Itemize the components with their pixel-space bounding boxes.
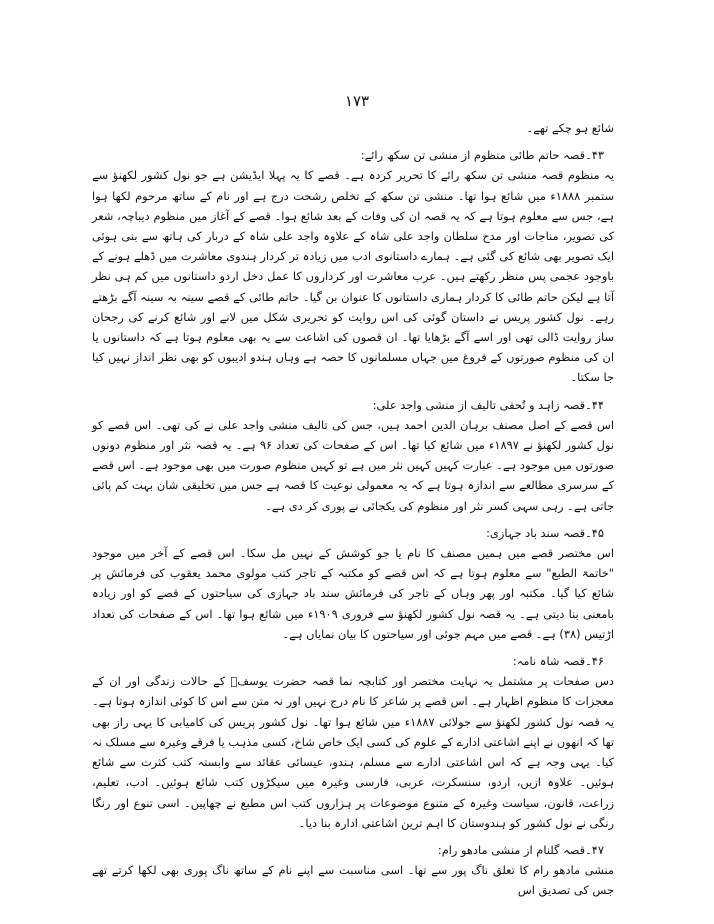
- section-body: دس صفحات پر مشتمل یہ نہایت مختصر اور کتابچہ نما قصہ حضرت یوسفؑ کے حالات زندگی اور ان کے معجزات کا منظوم اظہار ہے۔ اس قصے پر شاعر کا نام درج نہیں اور نہ متن سے اس کا کوئی اندازہ ہوتا ہے۔ یہ قصہ نول کشور لکھنؤ سے جولائی ۱۸۸۷ء میں شائع ہوا تھا۔ نول کشور پریس کی کامیابی کا یہی راز بھی تھا کہ انھوں نے اپنے اشاعتی ادارے کے علوم کی کسی ایک خاص شاخ، کسی مذہب یا فرقے وغیرہ سے مسلک نہ کیا۔ یہی وجہ ہے کہ اس اشاعتی ادارے سے مسلم، ہندو، عیسائی عقائد سے وابستہ کتب کثرت سے شائع ہوئیں۔ علاوہ ازیں، اردو، سنسکرت، عربی، فارسی وغیرہ میں سیکڑوں کتب شائع ہوئیں۔ ادب، تعلیم، زراعت، قانون، سیاست وغیرہ کے متنوع موضوعات پر ہزاروں کتب اس مطبع نے چھاپیں۔ اسی تنوع اور رنگا رنگی نے نول کشور کو ہندوستان کا اہم ترین اشاعتی ادارہ بنا دیا۔: [92, 674, 615, 830]
- spacer: [92, 833, 614, 840]
- section-heading: ۴۳۔قصہ حاتم طائی منظوم از منشی تن سکھ رائے:: [360, 148, 604, 163]
- continuation-text: شائع ہو چکے تھے۔: [526, 121, 614, 135]
- section-heading: ۴۴۔قصہ زاہد و تُحفی تالیف از منشی واجد علی:: [372, 397, 604, 412]
- spacer: [92, 138, 614, 145]
- section-heading: ۴۶۔قصہ شاہ نامہ:: [512, 654, 604, 669]
- spacer: [92, 388, 614, 395]
- section-body: منشی مادھو رام کا تعلق ناگ پور سے تھا۔ اسی مناسبت سے اپنے نام کے ساتھ ناگ پوری بھی لکھا کرتے تھے جس کی تصدیق اس: [92, 863, 614, 898]
- section-body: اس مختصر قصے میں ہمیں مصنف کا نام یا جو کوشش کے نہیں مل سکا۔ اس قصے کے آخر میں موجود "خاتمۃ الطبع" سے معلوم ہوتا ہے کہ اس قصے کو مکتبہ کے تاجر کتب مولوی محمد یعقوب کی فرمائش پر شائع کیا گیا۔ مکتبہ اور پھر وہاں کے تاجر کی فرمائش سند باد جہازی کی سیاحتوں کے قصے کو اور زیادہ بامعنی بنا دیتی ہے۔ یہ قصہ نول کشور لکھنؤ سے فروری ۱۹۰۹ء میں شائع ہوا تھا۔ اس کے صفحات کی تعداد اڑتیس (۳۸) ہے۔ قصے میں مہم جوئی اور سیاحتوں کا بیان نمایاں ہے۔: [92, 546, 614, 641]
- section-body: یہ منظوم قصہ منشی تن سکھ رائے کا تحریر کردہ ہے۔ قصے کا یہ پہلا ایڈیشن ہے جو نول کشور لکھنؤ سے ستمبر ۱۸۸۸ء میں شائع ہوا تھا۔ منشی تن سکھ کے تخلص رشحت درج ہے اور نام کے ساتھ مرحوم لکھا ہوا ہے، جس سے معلوم ہوتا ہے کہ یہ قصہ ان کی وفات کے بعد شائع ہوا۔ قصے کے آغاز میں منظوم دیباچہ، شعر کی تصویر، مناجات اور مدح سلطان واجد علی شاہ کے علاوہ واجد علی شاہ کے دربار کی ہاتھ سے بنی ہوئی ایک تصویر بھی شائع کی گئی ہے۔ ہمارے داستانوی ادب میں زیادہ تر کردار ہندوی معاشرت میں ڈھلے ہونے کے باوجود عجمی پس منظر رکھتے ہیں۔ عرب معاشرت اور کرداروں کا عمل دخل اردو داستانوں میں کم ہی نظر آتا ہے لیکن حاتم طائی کا کردار ہماری داستانوں کا عنوان بن گیا۔ حاتم طائی کے قصے سینہ بہ سینہ آگے بڑھتے رہے۔ نول کشور پریس نے داستان گوئی کی اس روایت کو تحریری شکل میں لانے اور شائع کرنے کی رجحان ساز روایت ڈالی تھی اور اسے آگے بڑھایا تھا۔ ان قصوں کی اشاعت سے یہ بھی معلوم ہوتا ہے کہ داستانوں یا ان کی منظوم صورتوں کے فروغ میں جہاں مسلمانوں کا حصہ ہے وہاں ہندو ادیبوں کو بھی نظر انداز نہیں کیا جا سکتا۔: [92, 168, 614, 385]
- spacer: [92, 516, 614, 523]
- page-number: ۱۷۳: [344, 92, 370, 110]
- section-heading: ۴۵۔قصہ سند باد جہازی:: [486, 525, 604, 540]
- page-text: [92, 118, 614, 901]
- spacer: [92, 644, 614, 651]
- section-heading: ۴۷۔قصہ گلنام از منشی مادھو رام:: [437, 842, 604, 857]
- section-body: اس قصے کے اصل مصنف برہان الدین احمد ہیں، جس کی تالیف منشی واجد علی نے کی تھی۔ اس قصے کو نول کشور لکھنؤ نے ۱۸۹۷ء میں شائع کیا تھا۔ اس کے صفحات کی تعداد ۹۶ ہے۔ یہ قصہ نثر اور منظوم دونوں صورتوں میں موجود ہے۔ عبارت کہیں کہیں نثر میں ہے تو کہیں منظوم صورت میں بھی موجود ہے۔ اس قصے کے سرسری مطالعے سے اندازہ ہوتا ہے کہ یہ معمولی نوعیت کا قصہ ہے جس میں تخلیقی شان بہت کم پائی جاتی ہے۔ رہی سہی کسر نثر اور منظوم کی یکجائی نے پوری کر دی ہے۔: [92, 417, 614, 513]
